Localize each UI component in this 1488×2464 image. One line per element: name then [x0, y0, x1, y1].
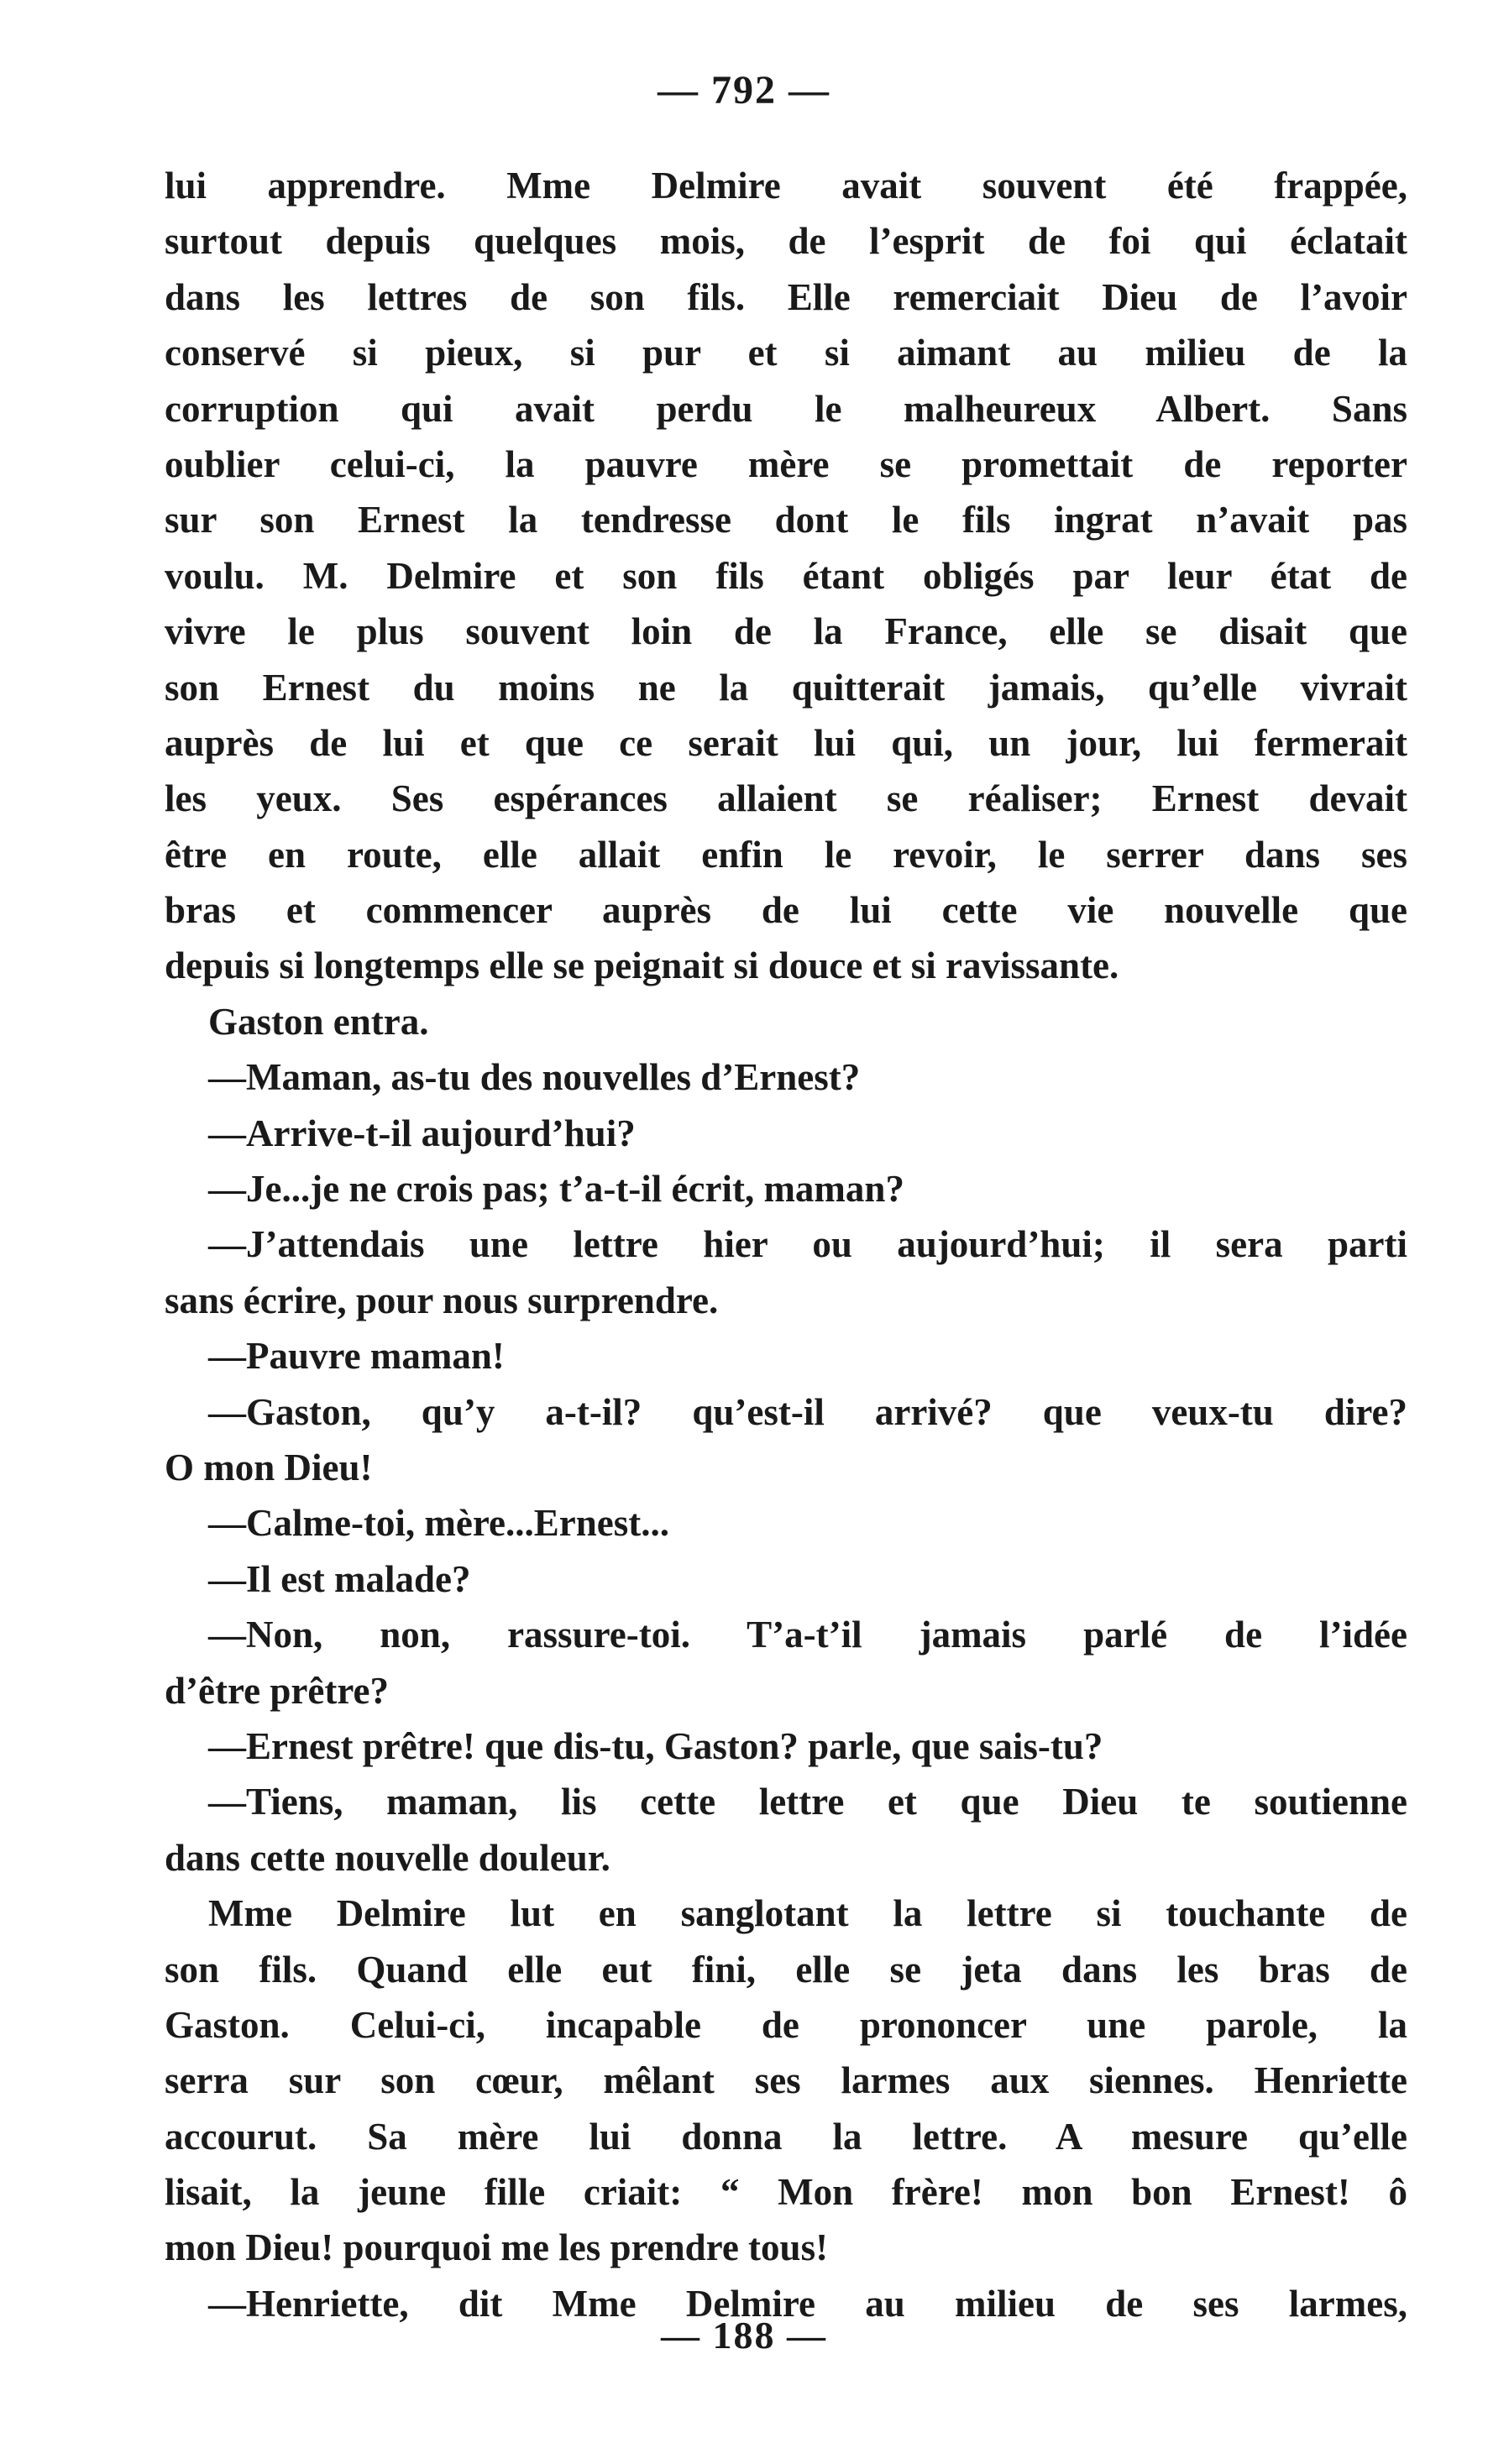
text-line: —Il est malade?: [208, 1557, 471, 1600]
text-line: O mon Dieu!: [165, 1446, 373, 1488]
text-line: sur son Ernest la tendresse dont le fils ingrat n’avait pas: [165, 499, 1407, 541]
signature-mark: — 188 —: [661, 2314, 827, 2357]
text-line: son fils. Quand elle eut fini, elle se jeta dans les bras de: [165, 1948, 1407, 1991]
text-line: les yeux. Ses espérances allaient se réaliser; Ernest devait: [165, 777, 1407, 820]
text-line: depuis si longtemps elle se peignait si douce et si ravissante.: [165, 944, 1119, 987]
text-line: voulu. M. Delmire et son fils étant obligés par leur état de: [165, 554, 1407, 597]
body-text: [165, 158, 1407, 2331]
page-number: — 792 —: [658, 68, 830, 112]
text-line: être en route, elle allait enfin le revoir, le serrer dans ses: [165, 833, 1407, 876]
text-line: —Tiens, maman, lis cette lettre et que Dieu te soutienne: [208, 1781, 1407, 1823]
text-line: —Henriette, dit Mme Delmire au milieu de ses larmes,: [208, 2282, 1407, 2325]
text-line: —Non, non, rassure-toi. T’a-t’il jamais parlé de l’idée: [208, 1614, 1407, 1656]
text-line: —Maman, as-tu des nouvelles d’Ernest?: [208, 1056, 861, 1099]
text-line: sans écrire, pour nous surprendre.: [165, 1279, 719, 1321]
text-line: conservé si pieux, si pur et si aimant au milieu de la: [165, 332, 1407, 374]
text-line: serra sur son cœur, mêlant ses larmes aux siennes. Henriette: [165, 2059, 1407, 2102]
text-line: vivre le plus souvent loin de la France, elle se disait que: [165, 610, 1407, 653]
text-line: corruption qui avait perdu le malheureux Albert. Sans: [165, 387, 1407, 430]
text-line: —Pauvre maman!: [208, 1335, 505, 1378]
text-line: d’être prêtre?: [165, 1669, 389, 1712]
text-line: —Ernest prêtre! que dis-tu, Gaston? parle, que sais-tu?: [208, 1724, 1103, 1767]
text-line: Gaston. Celui-ci, incapable de prononcer une parole, la: [165, 2003, 1407, 2046]
text-line: —Calme-toi, mère...Ernest...: [208, 1502, 670, 1545]
text-line: mon Dieu! pourquoi me les prendre tous!: [165, 2226, 829, 2269]
text-line: —Gaston, qu’y a-t-il? qu’est-il arrivé? que veux-tu dire?: [208, 1390, 1407, 1433]
text-line: lui apprendre. Mme Delmire avait souvent été frappée,: [165, 165, 1407, 207]
text-line: auprès de lui et que ce serait lui qui, un jour, lui fermerait: [165, 721, 1407, 764]
text-line: dans les lettres de son fils. Elle remerciait Dieu de l’avoir: [165, 275, 1407, 318]
text-line: —Je...je ne crois pas; t’a-t-il écrit, maman?: [208, 1168, 904, 1211]
text-line: son Ernest du moins ne la quitterait jamais, qu’elle vivrait: [165, 666, 1407, 709]
text-line: oublier celui-ci, la pauvre mère se promettait de reporter: [165, 442, 1407, 485]
text-line: —J’attendais une lettre hier ou aujourd’hui; il sera parti: [208, 1223, 1407, 1266]
text-line: Gaston entra.: [208, 1000, 429, 1043]
text-line: surtout depuis quelques mois, de l’esprit de foi qui éclatait: [165, 220, 1407, 263]
text-line: bras et commencer auprès de lui cette vie nouvelle que: [165, 889, 1407, 932]
text-line: lisait, la jeune fille criait: “ Mon frère! mon bon Ernest! ô: [165, 2171, 1407, 2214]
text-line: accourut. Sa mère lui donna la lettre. A mesure qu’elle: [165, 2115, 1407, 2158]
text-line: —Arrive-t-il aujourd’hui?: [208, 1112, 636, 1154]
text-line: Mme Delmire lut en sanglotant la lettre si touchante de: [208, 1892, 1407, 1935]
text-line: dans cette nouvelle douleur.: [165, 1836, 610, 1879]
